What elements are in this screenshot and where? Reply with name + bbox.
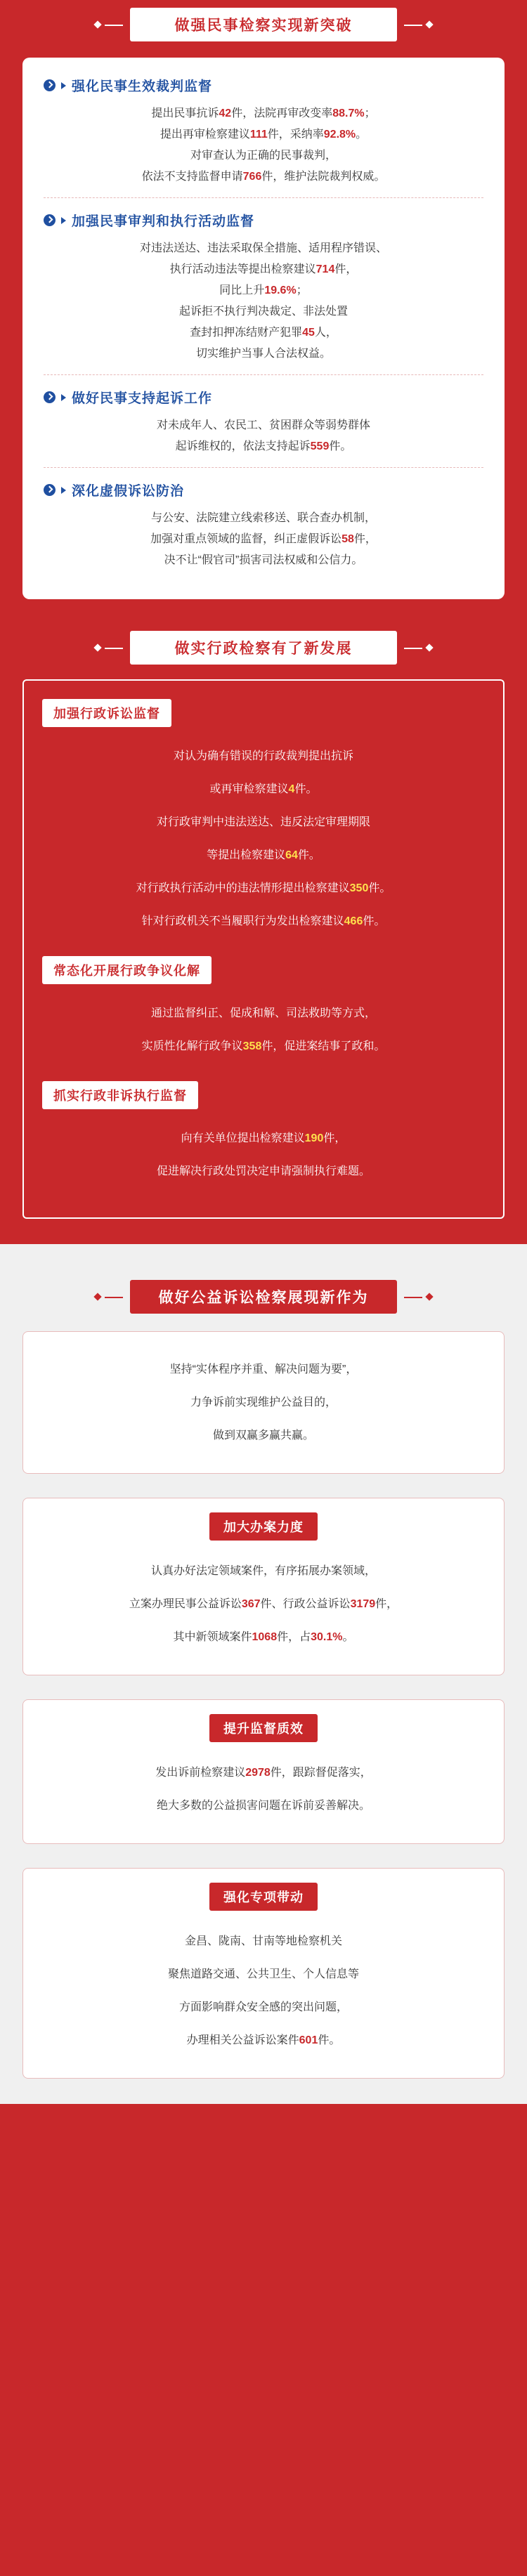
admin-group-2-body: [42, 1002, 485, 1073]
text-run: 对认为确有错误的行政裁判提出抗诉: [173, 750, 353, 762]
text-line: [41, 1963, 486, 1985]
text-run: 起诉拒不执行判决裁定、非法处置: [178, 306, 348, 318]
text-run: 通过监督纠正、促成和解、司法救助等方式，: [150, 1007, 376, 1019]
public-interest-card-3-body: [41, 1930, 486, 2051]
diamond-left-icon: [93, 20, 101, 28]
text-run: 实质性化解行政争议: [141, 1040, 243, 1052]
text-run: 或再审检察建议: [209, 783, 289, 795]
text-run: 件，: [323, 1132, 346, 1144]
stat-number: 766: [242, 171, 262, 183]
civil-block-4-head: [44, 480, 483, 499]
text-run: 件，跟踪督促落实，: [270, 1767, 372, 1779]
text-run: 对违法送达、违法采取保全措施、适用程序错误、: [139, 242, 387, 254]
text-line: [41, 1425, 486, 1446]
text-run: 方面影响群众安全感的突出问题，: [178, 2001, 348, 2013]
stat-number: 358: [242, 1040, 262, 1052]
stat-number: 111: [249, 129, 268, 140]
text-run: 件、行政公益诉讼: [260, 1598, 351, 1610]
civil-block-1: [44, 76, 483, 197]
admin-group-2: [42, 956, 485, 1073]
text-run: 决不让“假官司”损害司法权威和公信力。: [164, 554, 363, 566]
triangle-right-icon: [61, 487, 66, 494]
text-run: 促进解决行政处罚决定申请强制执行难题。: [156, 1165, 370, 1177]
text-run: 提出民事抗诉: [151, 107, 219, 119]
text-run: 件，法院再审改变率: [231, 107, 333, 119]
text-run: 向有关单位提出检察建议: [181, 1132, 305, 1144]
admin-group-3-tag: 抓实行政非诉执行监督: [42, 1081, 198, 1109]
text-run: 认真办好法定领域案件，有序拓展办案领域，: [150, 1565, 376, 1577]
diamond-right-icon: [425, 1293, 433, 1300]
public-interest-card-1: [22, 1498, 505, 1675]
public-interest-card-2: [22, 1699, 505, 1844]
stat-number: 1068: [252, 1631, 278, 1643]
triangle-right-icon: [61, 82, 66, 89]
text-line: [45, 877, 482, 899]
text-run: ；: [296, 285, 308, 296]
text-run: 人，: [314, 327, 337, 339]
text-run: 。: [356, 129, 367, 140]
text-run: 件。: [368, 882, 391, 894]
admin-group-2-tag: 常态化开展行政争议化解: [42, 956, 212, 984]
text-run: 对行政审判中违法送达、违反法定审理期限: [156, 816, 370, 828]
text-run: 提出再审检察建议: [160, 129, 250, 140]
text-run: 件，占: [277, 1631, 311, 1643]
stat-number: 466: [344, 915, 363, 927]
text-line: [45, 1035, 482, 1057]
text-run: 件，维护法院裁判权威。: [261, 171, 386, 183]
text-run: 对审查认为正确的民事裁判，: [190, 150, 337, 162]
civil-block-3-body: [44, 415, 483, 457]
text-run: 绝大多数的公益损害问题在诉前妥善解决。: [156, 1800, 370, 1812]
text-run: 切实维护当事人合法权益。: [195, 348, 331, 360]
civil-block-2: [44, 197, 483, 374]
text-line: [46, 259, 481, 280]
stat-number: 42: [219, 107, 232, 119]
text-line: [45, 778, 482, 800]
text-run: 件。: [294, 783, 318, 795]
text-line: [41, 1762, 486, 1784]
text-run: 件。: [329, 440, 352, 452]
stat-number: 30.1%: [311, 1631, 343, 1643]
text-run: 对未成年人、农民工、贫困群众等弱势群体: [156, 419, 370, 431]
text-run: 件。: [363, 915, 386, 927]
diamond-left-icon: [93, 643, 101, 651]
stat-number: 64: [285, 849, 298, 861]
text-run: 起诉维权的，依法支持起诉: [175, 440, 311, 452]
check-circle-icon: [44, 484, 56, 496]
stat-number: 88.7%: [332, 107, 365, 119]
admin-group-1-body: [42, 745, 485, 948]
stat-number: 19.6%: [264, 285, 297, 296]
text-line: [46, 301, 481, 322]
check-circle-icon: [44, 391, 56, 403]
stat-number: 559: [310, 440, 330, 452]
text-line: [41, 2029, 486, 2051]
public-interest-intro-card: [22, 1331, 505, 1474]
stat-number: 190: [304, 1132, 324, 1144]
civil-block-2-body: [44, 238, 483, 365]
text-line: [46, 166, 481, 188]
civil-block-3: [44, 374, 483, 467]
text-run: 件，: [375, 1598, 398, 1610]
text-line: [45, 844, 482, 866]
section-public-interest: [0, 1272, 527, 2104]
check-circle-icon: [44, 79, 56, 91]
text-run: 依法不支持监督申请: [141, 171, 243, 183]
triangle-right-icon: [61, 394, 66, 401]
diamond-right-icon: [425, 20, 433, 28]
stat-number: 367: [241, 1598, 261, 1610]
admin-group-1: [42, 699, 485, 948]
section-civil-title: 做强民事检察实现新突破: [174, 18, 353, 34]
text-line: [46, 415, 481, 436]
public-interest-card-3: [22, 1868, 505, 2079]
text-line: [41, 1560, 486, 1582]
public-interest-card-2-pill: 提升监督质效: [209, 1714, 318, 1742]
text-run: 聚焦道路交通、公共卫生、个人信息等: [167, 1968, 359, 1980]
diamond-left-icon: [93, 1293, 101, 1300]
civil-block-2-title: 加强民事审判和执行活动监督: [72, 214, 255, 229]
text-line: [45, 910, 482, 932]
stat-number: 4: [288, 783, 295, 795]
text-run: 加强对重点领域的监督，纠正虚假诉讼: [150, 533, 342, 545]
text-line: [46, 280, 481, 301]
text-run: 同比上升: [219, 285, 265, 296]
civil-block-4-title: 深化虚假诉讼防治: [72, 484, 185, 499]
civil-block-1-title: 强化民事生效裁判监督: [72, 79, 213, 94]
civil-card: [22, 58, 505, 599]
text-line: [46, 436, 481, 457]
civil-block-4: [44, 467, 483, 581]
triangle-right-icon: [61, 217, 66, 224]
text-line: [45, 811, 482, 833]
text-line: [46, 344, 481, 365]
section-divider: [0, 1244, 527, 1272]
text-line: [46, 508, 481, 529]
diamond-right-icon: [425, 643, 433, 651]
text-run: 金昌、陇南、甘南等地检察机关: [184, 1935, 342, 1947]
text-line: [45, 1002, 482, 1024]
public-interest-card-3-pill: 强化专项带动: [209, 1883, 318, 1911]
text-line: [45, 745, 482, 767]
text-line: [45, 1127, 482, 1149]
text-line: [46, 238, 481, 259]
text-line: [41, 1996, 486, 2018]
public-interest-card-1-pill: 加大办案力度: [209, 1512, 318, 1541]
section-public-interest-title: 做好公益诉讼检察展现新作为: [158, 1290, 369, 1306]
text-line: [46, 145, 481, 166]
civil-block-4-body: [44, 508, 483, 571]
civil-block-1-body: [44, 103, 483, 188]
text-line: [41, 1392, 486, 1413]
stat-number: 58: [341, 533, 354, 545]
civil-block-1-head: [44, 76, 483, 95]
text-run: 其中新领域案件: [173, 1631, 252, 1643]
text-run: 发出诉前检察建议: [155, 1767, 246, 1779]
text-run: 力争诉前实现维护公益目的，: [190, 1397, 337, 1408]
text-run: 件。: [297, 849, 320, 861]
text-run: 立案办理民事公益诉讼: [129, 1598, 242, 1610]
public-interest-card-1-body: [41, 1560, 486, 1648]
admin-group-3-body: [42, 1127, 485, 1198]
civil-block-3-head: [44, 388, 483, 407]
stat-number: 92.8%: [323, 129, 356, 140]
civil-block-3-title: 做好民事支持起诉工作: [72, 391, 213, 406]
stat-number: 2978: [245, 1767, 271, 1779]
public-interest-card-2-body: [41, 1762, 486, 1817]
text-run: 执行活动违法等提出检察建议: [169, 263, 316, 275]
text-line: [46, 103, 481, 124]
text-line: [41, 1795, 486, 1817]
admin-group-3: [42, 1081, 485, 1198]
section-administrative-title: 做实行政检察有了新发展: [174, 641, 353, 657]
text-line: [46, 550, 481, 571]
admin-group-1-tag: 加强行政诉讼监督: [42, 699, 171, 727]
text-run: 等提出检察建议: [207, 849, 286, 861]
text-run: ；: [364, 107, 376, 119]
text-line: [41, 1930, 486, 1952]
administrative-card: [22, 679, 505, 1219]
text-line: [41, 1626, 486, 1648]
text-run: 件，: [353, 533, 377, 545]
stat-number: 350: [349, 882, 369, 894]
text-run: 件。: [318, 2034, 341, 2046]
text-run: 查封扣押冻结财产犯罪: [190, 327, 303, 339]
civil-block-2-head: [44, 211, 483, 230]
text-run: 件，: [334, 263, 358, 275]
stat-number: 3179: [350, 1598, 376, 1610]
text-line: [41, 1593, 486, 1615]
public-interest-intro: [41, 1359, 486, 1446]
text-run: 件，采纳率: [267, 129, 324, 140]
text-run: 与公安、法院建立线索移送、联合查办机制，: [150, 512, 376, 524]
text-line: [46, 322, 481, 344]
stat-number: 714: [315, 263, 335, 275]
text-line: [46, 124, 481, 145]
text-run: 针对行政机关不当履职行为发出检察建议: [141, 915, 344, 927]
text-line: [45, 1160, 482, 1182]
text-run: 办理相关公益诉讼案件: [186, 2034, 299, 2046]
check-circle-icon: [44, 214, 56, 226]
section-civil: [0, 0, 527, 1244]
stat-number: 45: [302, 327, 315, 339]
text-run: 坚持“实体程序并重、解决问题为要”，: [169, 1364, 358, 1375]
section-civil-banner: [130, 0, 397, 49]
text-run: 对行政执行活动中的违法情形提出检察建议: [136, 882, 350, 894]
text-run: 。: [342, 1631, 354, 1643]
text-run: 做到双赢多赢共赢。: [212, 1430, 314, 1441]
text-run: 件，促进案结事了政和。: [261, 1040, 386, 1052]
section-public-interest-banner: [130, 1272, 397, 1321]
stat-number: 601: [299, 2034, 318, 2046]
section-administrative-banner: [130, 623, 397, 672]
text-line: [41, 1359, 486, 1380]
text-line: [46, 529, 481, 550]
